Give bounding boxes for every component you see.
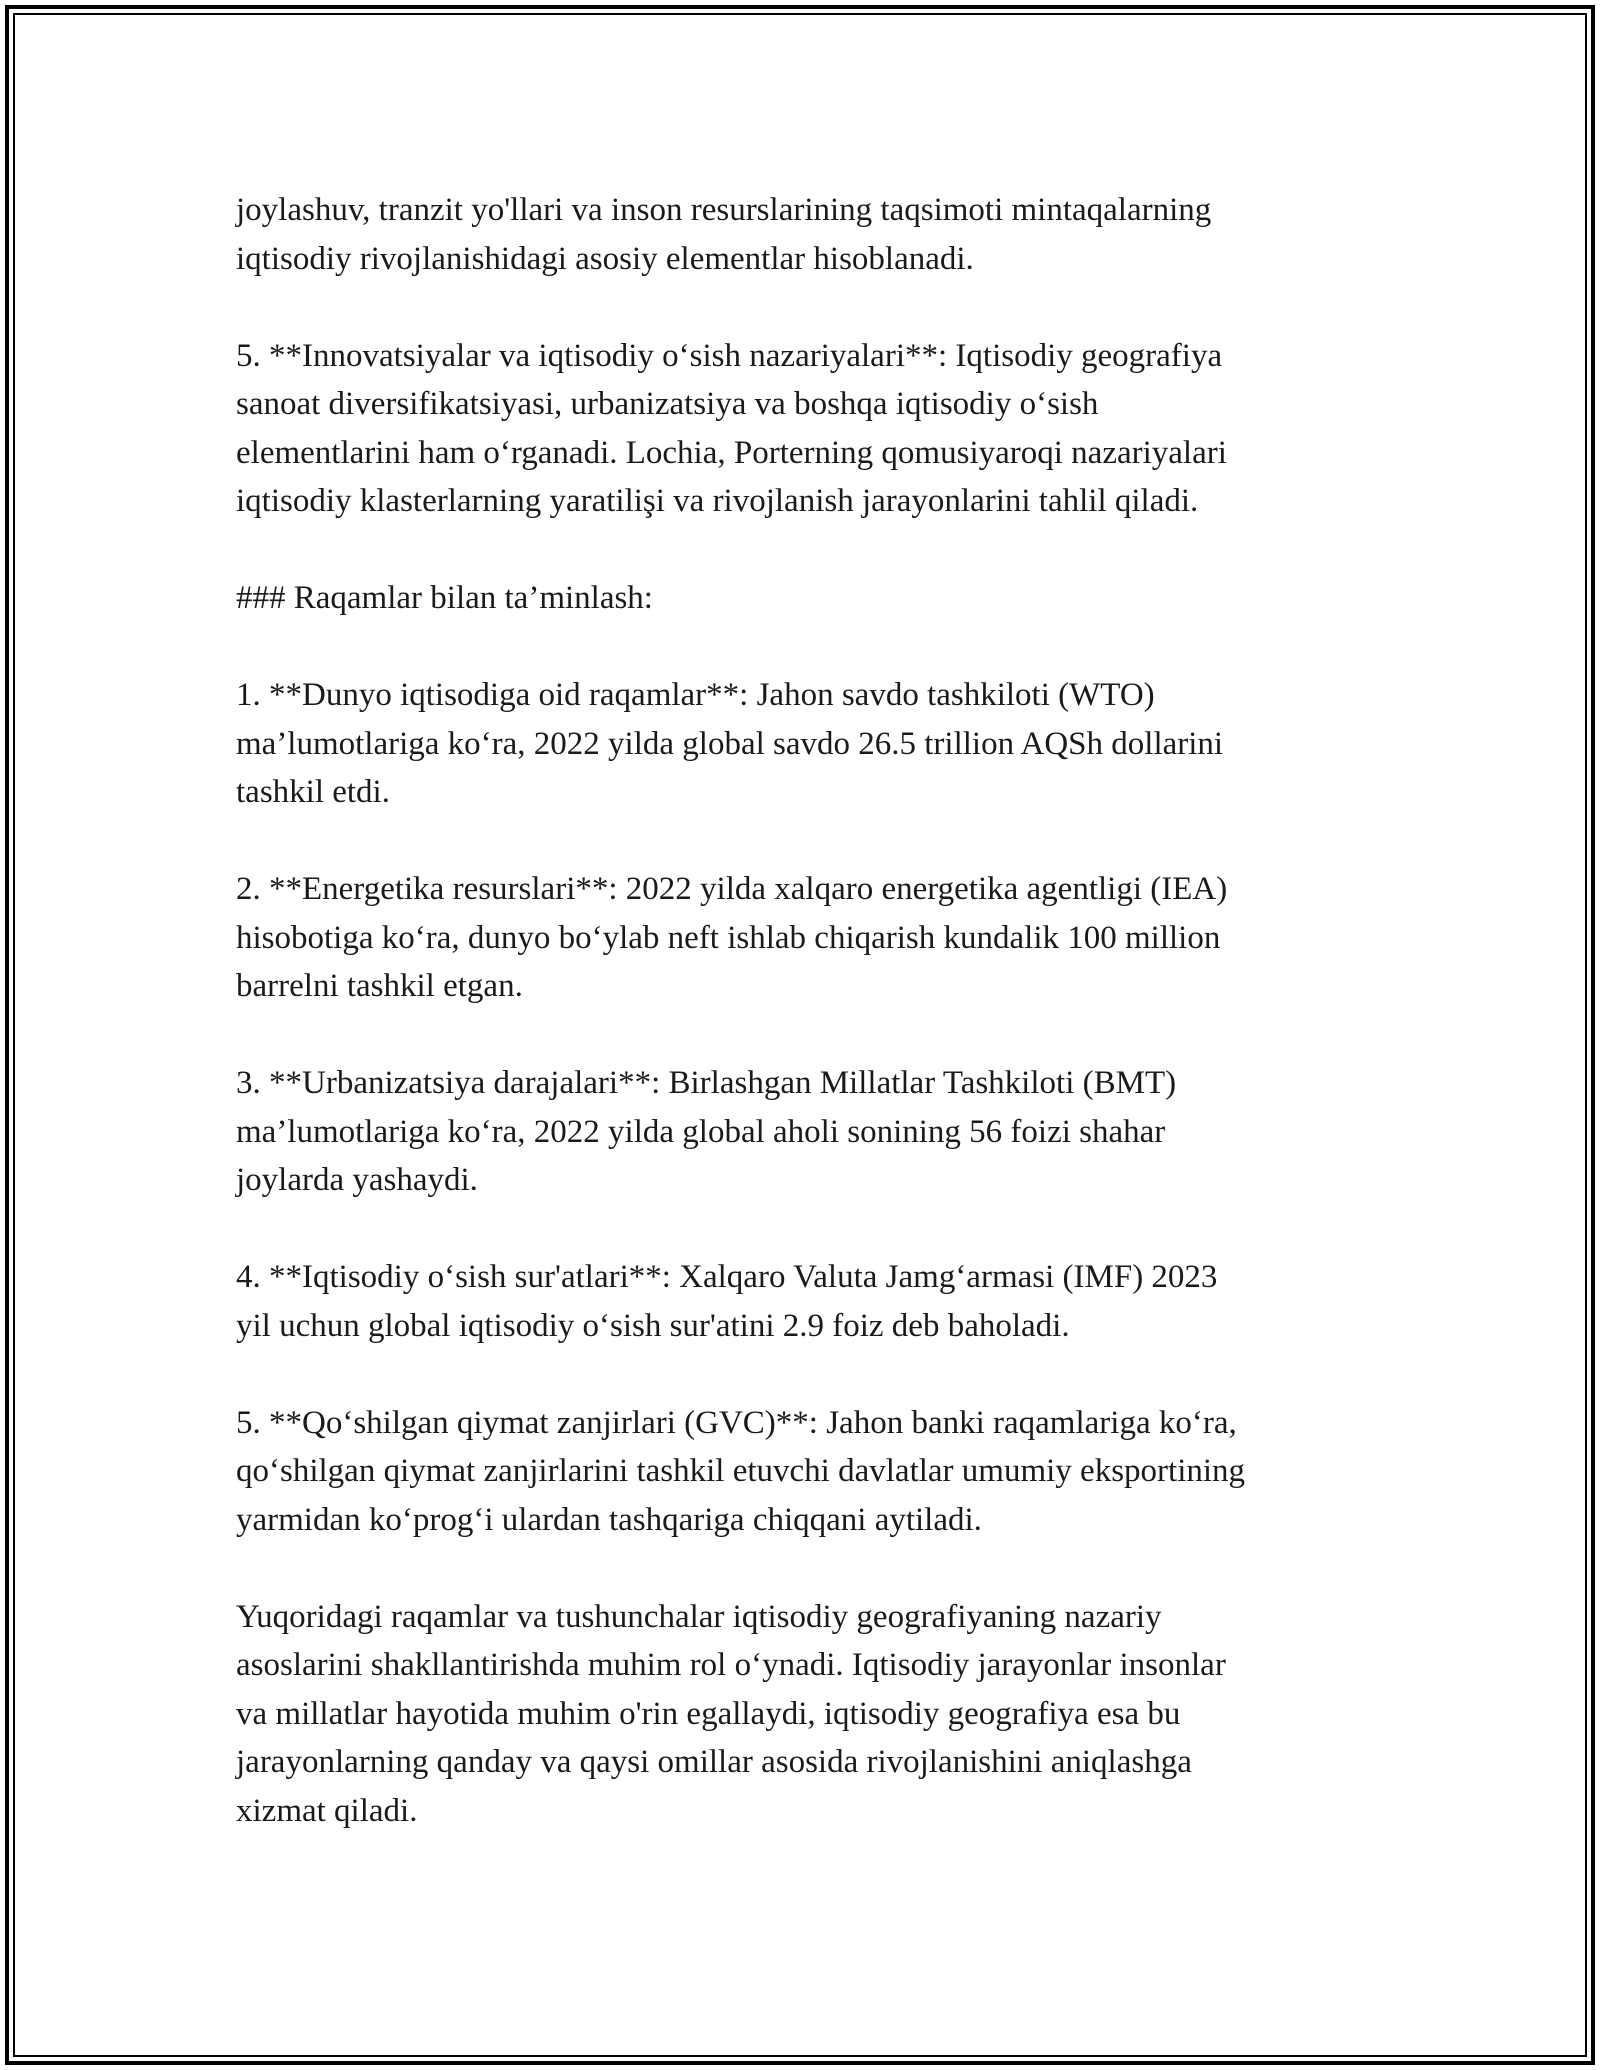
paragraph-intro-continuation: joylashuv, tranzit yo'llari va inson resurslarining taqsimoti mintaqalarning iqtisodiy rivojlanishidagi asosiy elementlar hisoblanadi. [236, 192, 1212, 277]
list-item-urbanization: 3. **Urbanizatsiya darajalari**: Birlashgan Millatlar Tashkiloti (BMT) ma’lumotlariga ko‘ra, 2022 yilda global aholi sonining 56 foizi shahar joylarda yashaydi. [236, 1065, 1177, 1198]
list-item-world-economy: 1. **Dunyo iqtisodiga oid raqamlar**: Jahon savdo tashkiloti (WTO) ma’lumotlariga ko‘ra, 2022 yilda global savdo 26.5 trillion AQSh dollarini tashkil etdi. [236, 677, 1224, 810]
list-item-energy-resources: 2. **Energetika resurslari**: 2022 yilda xalqaro energetika agentligi (IEA) hisobotiga ko‘ra, dunyo bo‘ylab neft ishlab chiqarish kundalik 100 million barrelni tashkil etgan. [236, 871, 1228, 1004]
paragraph-innovation-theories: 5. **Innovatsiyalar va iqtisodiy o‘sish nazariyalari**: Iqtisodiy geografiya sanoat diversifikatsiyasi, urbanizatsiya va boshqa iqtisodiy o‘sish elementlarini ham o‘rganadi. Lochia, Porterning qomusiyaroqi nazariyalari iqtisodiy klasterlarning yaratilişi va rivojlanish jarayonlarini tahlil qiladi. [236, 337, 1227, 519]
section-heading-figures: ### Raqamlar bilan ta’minlash: [236, 580, 653, 616]
paragraph-conclusion: Yuqoridagi raqamlar va tushunchalar iqtisodiy geografiyaning nazariy asoslarini shakllantirishda muhim rol o‘ynadi. Iqtisodiy jarayonlar insonlar va millatlar hayotida muhim o'rin egallaydi, iqtisodiy geografiya esa bu jarayonlarning qanday va qaysi omillar asosida rivojlanishini aniqlashga xizmat qiladi. [236, 1598, 1226, 1829]
document-body [236, 186, 1376, 1884]
list-item-growth-rates: 4. **Iqtisodiy o‘sish sur'atlari**: Xalqaro Valuta Jamg‘armasi (IMF) 2023 yil uchun global iqtisodiy o‘sish sur'atini 2.9 foiz deb baholadi. [236, 1259, 1218, 1344]
list-item-value-chains: 5. **Qo‘shilgan qiymat zanjirlari (GVC)**: Jahon banki raqamlariga ko‘ra, qo‘shilgan qiymat zanjirlarini tashkil etuvchi davlatlar umumiy eksportining yarmidan ko‘prog‘i ulardan tashqariga chiqqani aytiladi. [236, 1404, 1246, 1538]
